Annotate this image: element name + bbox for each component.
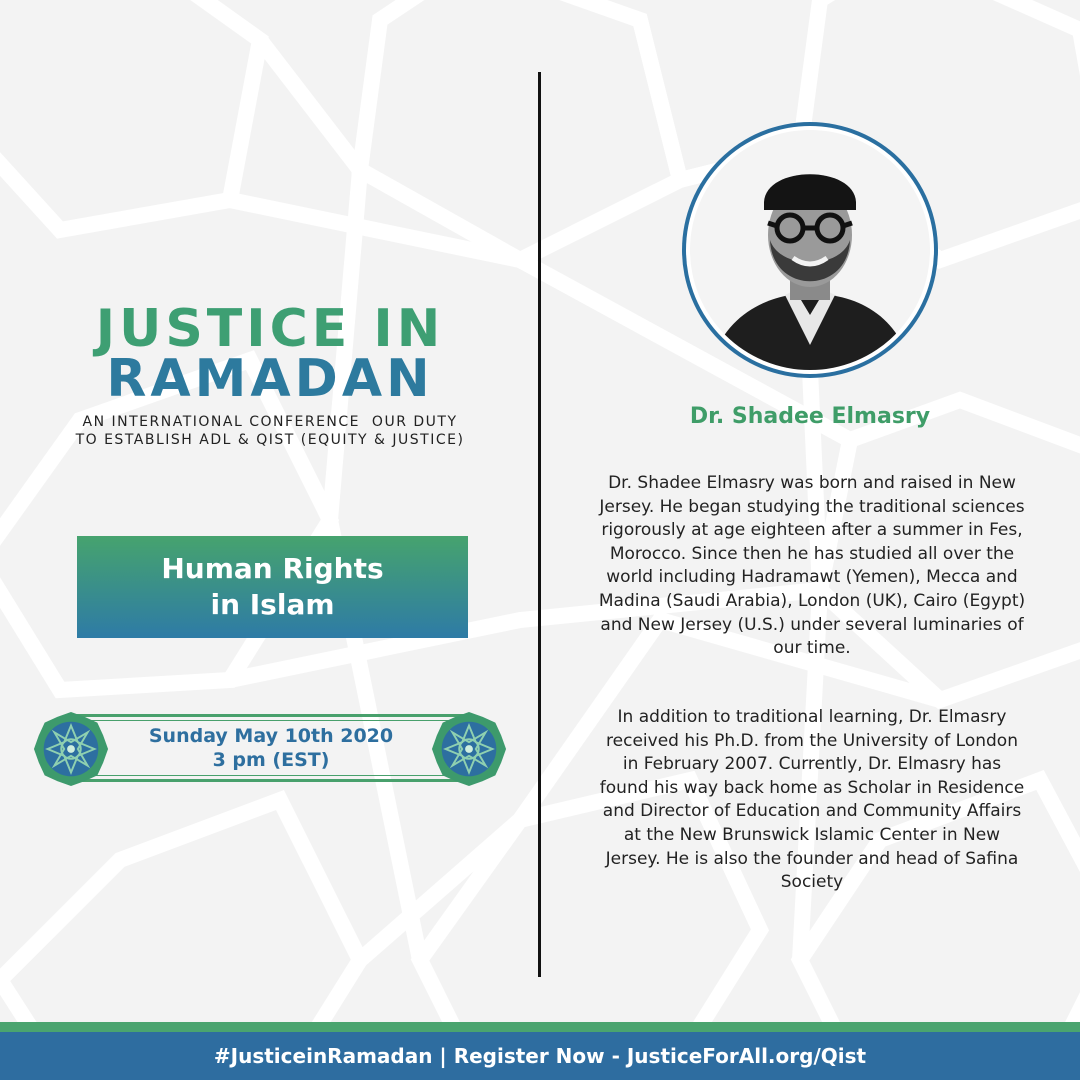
- speaker-photo-frame: [682, 122, 938, 378]
- schedule-band: [72, 714, 470, 782]
- subtitle-line2: TO ESTABLISH ADL & QIST (EQUITY & JUSTICE): [75, 432, 465, 448]
- footer-accent-line: [0, 1022, 1080, 1032]
- event-title-line1: JUSTICE IN: [95, 299, 445, 359]
- schedule-date: Sunday May 10th 2020: [148, 725, 394, 747]
- event-subtitle: [40, 413, 500, 449]
- footer-bar: [0, 1032, 1080, 1080]
- schedule-time: 3 pm (EST): [212, 749, 330, 771]
- footer-registration-text: #JusticeinRamadan | Register Now - JusticeForAll.org/Qist: [213, 1044, 867, 1068]
- speaker-name: Dr. Shadee Elmasry: [689, 404, 931, 429]
- topic-line1: Human Rights: [161, 552, 384, 585]
- event-title-line2: RAMADAN: [106, 349, 434, 409]
- topic-banner: [77, 536, 468, 638]
- topic-line2: in Islam: [210, 588, 335, 621]
- speaker-bio-paragraph-1: Dr. Shadee Elmasry was born and raised in New Jersey. He began studying the traditional sciences rigorously at age eighteen after a summer in Fes, Morocco. Since then he has studied all over the world including Hadramawt (Yemen), Mecca and Madina (Saudi Arabia), London (UK), Cairo (Egypt) and New Jersey (U.S.) under several luminaries of our time.: [598, 473, 1026, 659]
- vertical-divider: [538, 72, 541, 977]
- subtitle-line1: AN INTERNATIONAL CONFERENCE OUR DUTY: [82, 414, 458, 430]
- speaker-bio-paragraph-2: In addition to traditional learning, Dr. Elmasry received his Ph.D. from the University of London in February 2007. Currently, Dr. Elmasry has found his way back home as Scholar in Residence and Director of Education and Community Affairs at the New Brunswick Islamic Center in New Jersey. He is also the founder and head of Safina Society: [599, 707, 1025, 893]
- rosette-ornament-left: [32, 710, 110, 788]
- speaker-photo: [690, 130, 930, 370]
- rosette-ornament-right: [430, 710, 508, 788]
